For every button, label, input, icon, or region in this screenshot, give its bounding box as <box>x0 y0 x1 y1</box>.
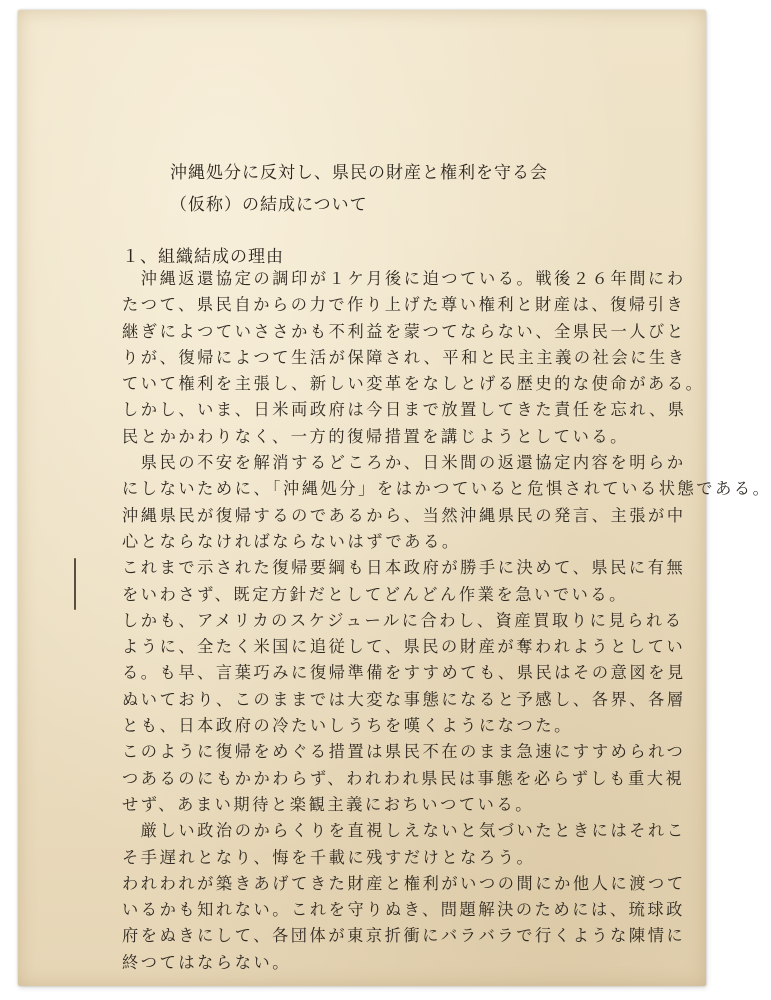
body-line: る。も早、言葉巧みに復帰準備をすすめても、県民はその意図を見 <box>122 663 686 683</box>
body-line: をいわさず、既定方針だとしてどんどん作業を急いでいる。 <box>122 584 628 604</box>
body-line: いるかも知れない。これを守りぬき、問題解決のためには、琉球政 <box>122 900 685 920</box>
body-line: しかも、アメリカのスケジュールに合わし、資産買取りに見られる <box>122 610 684 630</box>
body-line: にしないために、「沖縄処分」をはかつていると危惧されている状態である。 <box>122 479 771 499</box>
body-line: 沖縄返還協定の調印が１ケ月後に迫つている。戦後２６年間にわ <box>122 269 686 288</box>
body-line: りが、復帰によつて生活が保障され、平和と民主主義の社会に生き <box>122 347 687 367</box>
body-line: われわれが築きあげてきた財産と権利がいつの間にか他人に渡つて <box>122 873 686 893</box>
body-line: 民とかかわりなく、一方的復帰措置を講じようとしている。 <box>122 426 629 446</box>
body-line: つあるのにもかかわらず、われわれ県民は事態を必らずしも重大視 <box>122 768 685 788</box>
body-line: ぬいており、このままでは大変な事態になると予感し、各界、各層 <box>122 689 686 709</box>
body-line: しかし、いま、日米両政府は今日まで放置してきた責任を忘れ、県 <box>122 400 687 420</box>
staple-mark <box>74 558 76 610</box>
body-line: 沖縄県民が復帰するのであるから、当然沖縄県民の発言、主張が中 <box>122 505 686 525</box>
document-page <box>18 10 771 986</box>
body-line: 継ぎによつていささかも不利益を蒙つてならない、全県民一人びと <box>122 321 686 341</box>
body-line: 心とならなければならないはずである。 <box>122 531 461 551</box>
body-line: 県民の不安を解消するどころか、日米間の返還協定内容を明らか <box>122 453 686 473</box>
body-line: これまで示された復帰要綱も日本政府が勝手に決めて、県民に有無 <box>122 558 686 578</box>
body-line: 厳しい政治のからくりを直視しえないと気づいたときにはそれこ <box>122 821 686 841</box>
body-line: このように復帰をめぐる措置は県民不在のまま急速にすすめられつ <box>122 742 686 762</box>
body-line: たつて、県民自からの力で作り上げた尊い権利と財産は、復帰引き <box>122 295 686 315</box>
section-heading: １、組織結成の理由 <box>122 247 284 267</box>
body-line: ていて権利を主張し、新しい変革をなしとげる歴史的な使命がある。 <box>122 374 705 394</box>
body-line: ように、全たく米国に追従して、県民の財産が奪われようとしてい <box>122 637 686 657</box>
body-line: そ手遅れとなり、悔を千載に残すだけとなろう。 <box>122 847 536 867</box>
body-line: 終つてはならない。 <box>122 952 292 972</box>
document-title-line-2: （仮称）の結成について <box>170 195 368 215</box>
document-title-line-1: 沖縄処分に反対し、県民の財産と権利を守る会 <box>170 163 548 183</box>
body-line: とも、日本政府の冷たいしうちを嘆くようになつた。 <box>122 716 573 736</box>
body-line: 府をぬきにして、各団体が東京折衝にバラバラで行くような陳情に <box>122 926 686 946</box>
body-line: せず、あまい期待と楽観主義におちいつている。 <box>122 794 535 814</box>
document-body <box>122 266 771 976</box>
